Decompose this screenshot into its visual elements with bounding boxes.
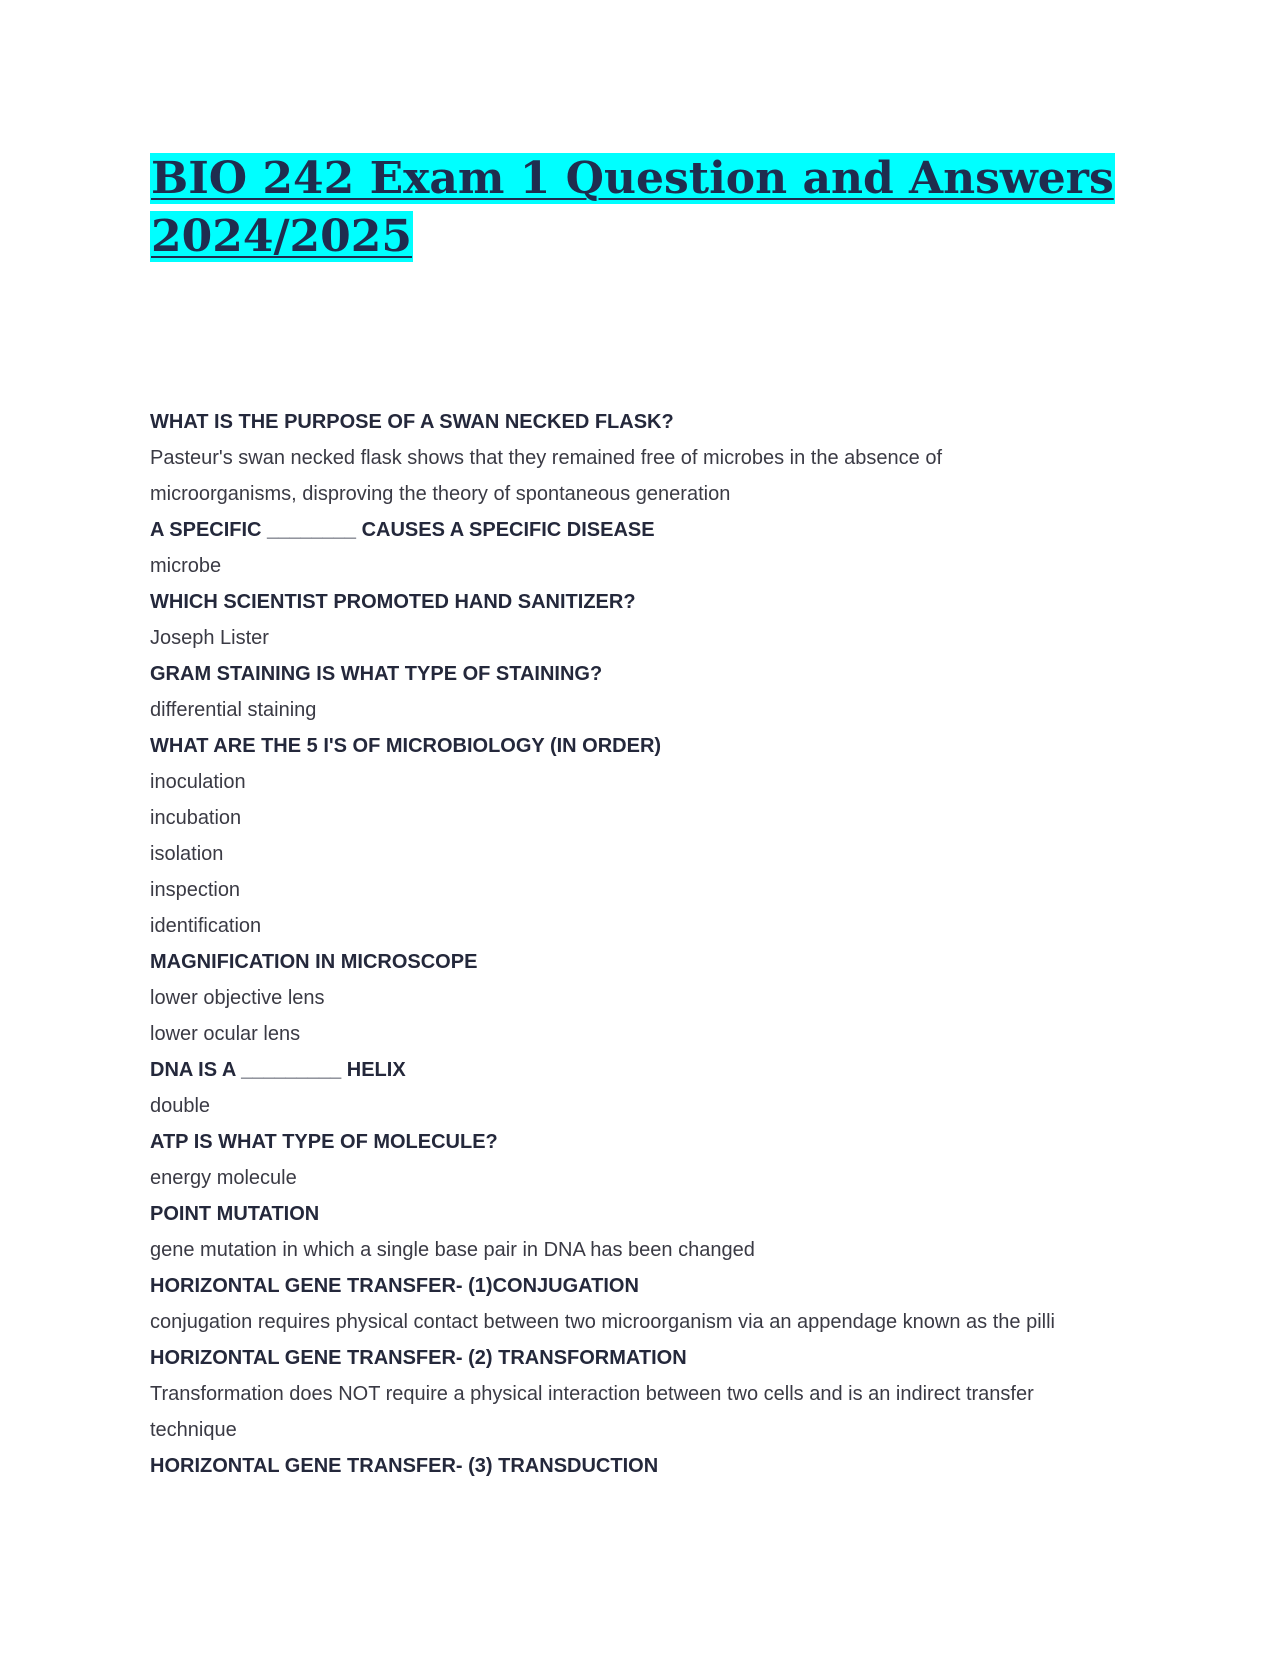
answer-line: differential staining — [150, 699, 317, 721]
answer-line: Joseph Lister — [150, 627, 269, 649]
answer-line: lower ocular lens — [150, 1023, 301, 1045]
question: WHICH SCIENTIST PROMOTED HAND SANITIZER? — [150, 591, 636, 613]
question: A SPECIFIC ________ CAUSES A SPECIFIC DISEASE — [150, 519, 655, 541]
answer-line: incubation — [150, 807, 242, 829]
question: ATP IS WHAT TYPE OF MOLECULE? — [150, 1131, 498, 1153]
answer-line: identification — [150, 915, 262, 937]
document-title — [150, 150, 1130, 266]
question: HORIZONTAL GENE TRANSFER- (2) TRANSFORMATION — [150, 1347, 687, 1369]
question: DNA IS A _________ HELIX — [150, 1059, 406, 1081]
title-line-2: 2024/2025 — [151, 211, 412, 262]
answer-line: energy molecule — [150, 1167, 297, 1189]
answer-line: microbe — [150, 555, 222, 577]
answer-line: lower objective lens — [150, 987, 325, 1009]
qa-list — [150, 404, 1130, 1484]
question: MAGNIFICATION IN MICROSCOPE — [150, 951, 478, 973]
answer-line: Transformation does NOT require a physical interaction between two cells and is an indirect transfer — [150, 1383, 1034, 1405]
answer-line: inspection — [150, 879, 241, 901]
question: WHAT ARE THE 5 I'S OF MICROBIOLOGY (IN ORDER) — [150, 735, 662, 757]
question: POINT MUTATION — [150, 1203, 320, 1225]
question: HORIZONTAL GENE TRANSFER- (1)CONJUGATION — [150, 1275, 639, 1297]
answer-line: conjugation requires physical contact between two microorganism via an appendage known as the pilli — [150, 1311, 1055, 1333]
answer-line: inoculation — [150, 771, 246, 793]
answer-line: technique — [150, 1419, 237, 1441]
answer-line: Pasteur's swan necked flask shows that they remained free of microbes in the absence of — [150, 447, 943, 469]
answer-line: double — [150, 1095, 211, 1117]
answer-line: isolation — [150, 843, 224, 865]
question: WHAT IS THE PURPOSE OF A SWAN NECKED FLASK? — [150, 411, 674, 433]
answer-line: gene mutation in which a single base pair in DNA has been changed — [150, 1239, 755, 1261]
question: HORIZONTAL GENE TRANSFER- (3) TRANSDUCTION — [150, 1455, 659, 1477]
document-page — [150, 150, 1130, 1484]
answer-line: microorganisms, disproving the theory of spontaneous generation — [150, 483, 731, 505]
title-line-1: BIO 242 Exam 1 Question and Answers — [151, 153, 1114, 204]
question: GRAM STAINING IS WHAT TYPE OF STAINING? — [150, 663, 603, 685]
